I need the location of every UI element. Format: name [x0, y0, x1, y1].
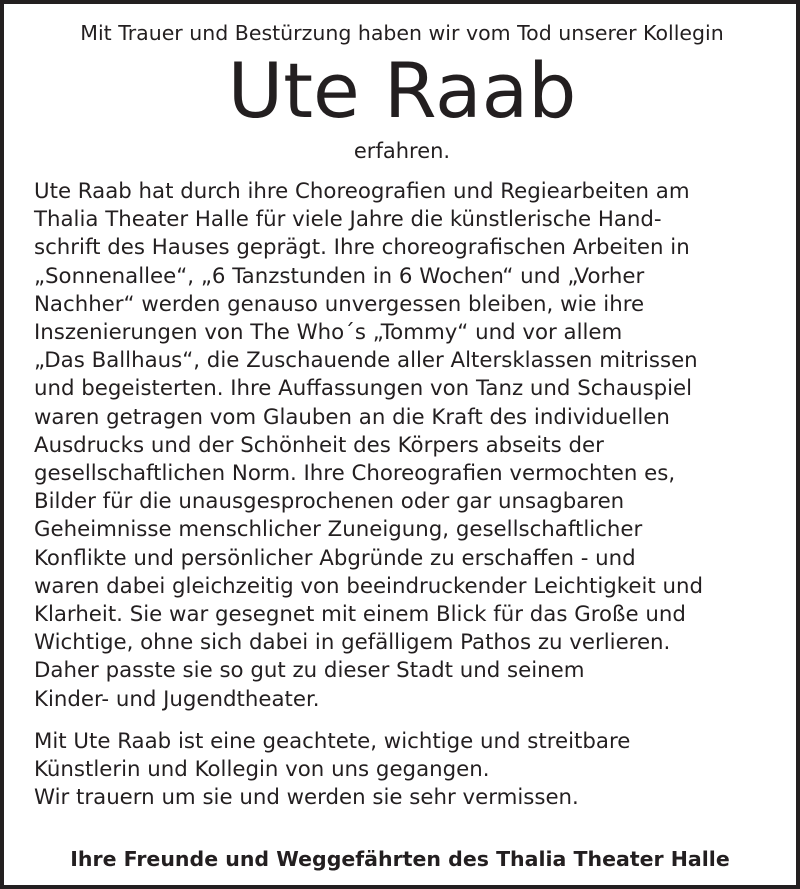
tribute-line: waren dabei gleichzeitig von beeindruckender Leichtigkeit und — [34, 573, 703, 599]
closing-line: Mit Ute Raab ist eine geachtete, wichtige und streitbare — [34, 728, 631, 754]
tribute-line: und begeisterten. Ihre Auffassungen von Tanz und Schauspiel — [34, 376, 693, 402]
tribute-line: Thalia Theater Halle für viele Jahre die künstlerische Hand- — [34, 207, 662, 233]
tribute-paragraph — [34, 178, 770, 714]
tribute-line: „Sonnenallee“, „6 Tanzstunden in 6 Wochen“ und „Vorher — [34, 263, 645, 289]
tribute-line: Kinder- und Jugendtheater. — [34, 686, 320, 712]
tribute-line: Inszenierungen von The Who´s „Tommy“ und vor allem — [34, 320, 623, 346]
outro-text: erfahren. — [353, 139, 451, 163]
tribute-line: Wichtige, ohne sich dabei in gefälligem Pathos zu verlieren. — [34, 630, 671, 656]
intro-text: Mit Trauer und Bestürzung haben wir vom Tod unserer Kollegin — [80, 21, 724, 45]
tribute-line: waren getragen vom Glauben an die Kraft des individuellen — [34, 404, 670, 430]
tribute-line: Ausdrucks und der Schönheit des Körpers abseits der — [34, 432, 604, 458]
tribute-line: Nachher“ werden genauso unvergessen bleiben, wie ihre — [34, 291, 645, 317]
tribute-line: Bilder für die unausgesprochenen oder gar unsagbaren — [34, 489, 625, 515]
signature: Ihre Freunde und Weggefährten des Thalia Theater Halle — [70, 847, 730, 871]
deceased-name: Ute Raab — [227, 46, 577, 135]
tribute-line: Konflikte und persönlicher Abgründe zu erschaffen - und — [34, 545, 636, 571]
closing-line: Wir trauern um sie und werden sie sehr vermissen. — [34, 785, 579, 811]
tribute-line: „Das Ballhaus“, die Zuschauende aller Altersklassen mitrissen — [34, 348, 698, 374]
tribute-line: Daher passte sie so gut zu dieser Stadt und seinem — [34, 658, 585, 684]
tribute-line: Geheimnisse menschlicher Zuneigung, gesellschaftlicher — [34, 517, 643, 543]
closing-line: Künstlerin und Kollegin von uns gegangen. — [34, 757, 490, 783]
tribute-line: Ute Raab hat durch ihre Choreografien und Regiearbeiten am — [34, 179, 690, 204]
tribute-line: schrift des Hauses geprägt. Ihre choreografischen Arbeiten in — [34, 235, 690, 261]
closing-paragraph — [34, 728, 770, 813]
tribute-line: gesellschaftlichen Norm. Ihre Choreografien vermochten es, — [34, 461, 676, 487]
tribute-line: Klarheit. Sie war gesegnet mit einem Blick für das Große und — [34, 602, 686, 628]
